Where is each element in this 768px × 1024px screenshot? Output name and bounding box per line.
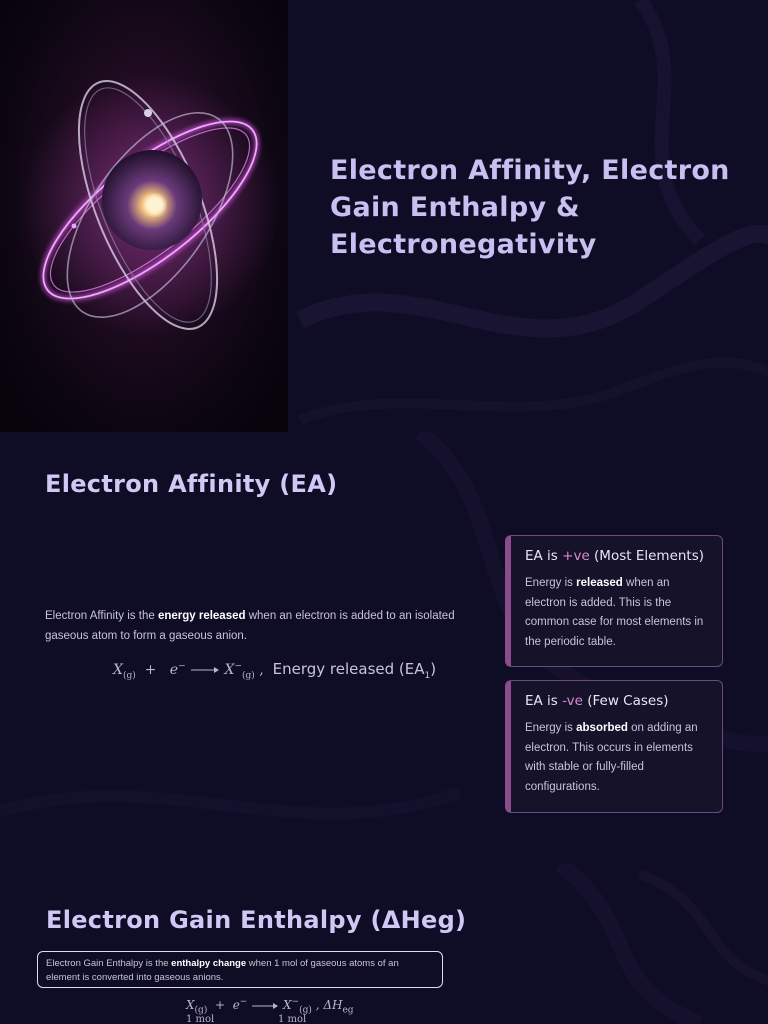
egh-equation: $X_{(g)} + e^-$ $X^-_{(g)}$ , $\Delta H_{eg}$ (186, 997, 354, 1016)
card-title: EA is -ve (Few Cases) (525, 693, 669, 709)
reaction-arrow-icon (251, 1001, 279, 1011)
card-body: Energy is released when an electron is added. This is the common case for most elements in the periodic table. (525, 577, 704, 648)
atom-illustration (0, 0, 288, 432)
ea-equation: $X_{(g)}$ + e− $X^-_{(g)}$ , Energy released $(EA_1)$ (113, 660, 437, 681)
section-heading: Electron Affinity (EA) (45, 470, 338, 498)
card-body: Energy is absorbed on adding an electron. This occurs in elements with stable or fully-filled configurations. (525, 722, 698, 793)
title-line-1: Electron Affinity, Electron (330, 155, 730, 186)
reaction-arrow-icon (190, 665, 220, 675)
ea-negative-card (505, 680, 723, 813)
card-title: EA is +ve (Most Elements) (525, 548, 705, 564)
ea-definition: Electron Affinity is the energy released when an electron is added to an isolated gaseous atom to form a gaseous anion. (45, 610, 455, 642)
electron-gain-enthalpy-slide (0, 864, 768, 1024)
egh-definition-emphasis: enthalpy change (171, 958, 247, 969)
title-line-2: Gain Enthalpy & (330, 192, 580, 223)
electron-affinity-slide (0, 432, 768, 864)
title-line-3: Electronegativity (330, 229, 597, 260)
title-slide (0, 0, 768, 432)
mol-label-left: 1 mol (186, 1014, 215, 1024)
ea-positive-card (505, 535, 723, 667)
egh-definition-box: Electron Gain Enthalpy is the enthalpy change when 1 mol of gaseous atoms of an element is converted into gaseous anions. (37, 951, 443, 988)
mol-label-right: 1 mol (278, 1014, 307, 1024)
ea-definition-emphasis: energy released (157, 610, 246, 622)
wave-background (0, 864, 768, 1024)
presentation-title (330, 152, 730, 263)
section-heading: Electron Gain Enthalpy (ΔHeg) (46, 906, 467, 934)
